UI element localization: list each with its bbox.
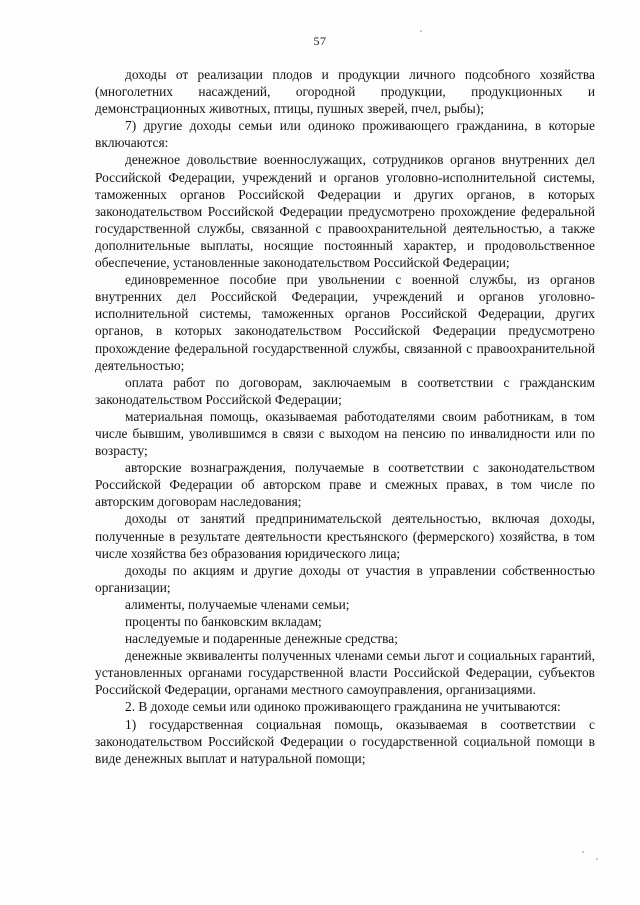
- scan-speck: [582, 851, 584, 853]
- paragraph-employer-aid: материальная помощь, оказываемая работодателями своим работникам, в том числе бывшим, уволившимся в связи с выходом на пенсию по инвалидности или по возрасту;: [95, 408, 595, 459]
- paragraph-contract-payment: оплата работ по договорам, заключаемым в соответствии с гражданским законодательством Российской Федерации;: [95, 374, 595, 407]
- paragraph-military-allowance: денежное довольствие военнослужащих, сотрудников органов внутренних дел Российской Федерации, учреждений и органов уголовно-исполнительной системы, таможенных органов Российской Федерации и других органов, в которых законодательством Российской Федерации предусмотрено прохождение федеральной государственной службы, связанной с правоохранительной деятельностью, а также дополнительные выплаты, носящие постоянный характер, и продовольственное обеспечение, установленные законодательством Российской Федерации;: [95, 152, 595, 271]
- paragraph-state-social-aid: 1) государственная социальная помощь, оказываемая в соответствии с законодательством Российской Федерации о государственной социальной помощи в виде денежных выплат и натуральной помощи;: [95, 716, 595, 766]
- paragraph-severance-allowance: единовременное пособие при увольнении с военной службы, из органов внутренних дел Российской Федерации, учреждений и органов уголовно-исполнительной системы, таможенных органов Российской Федерации, других органов, в которых законодательством Российской Федерации предусмотрено прохождение федеральной государственной службы, связанной с правоохранительной деятельностью;: [95, 272, 595, 373]
- paragraph-royalties: авторские вознаграждения, получаемые в соответствии с законодательством Российской Федерации об авторском праве и смежных правах, в том числе по авторским договорам наследования;: [95, 460, 595, 510]
- paragraph-alimony: алименты, получаемые членами семьи;: [125, 596, 350, 612]
- paragraph-inheritance: наследуемые и подаренные денежные средства;: [125, 631, 398, 647]
- document-body: [95, 66, 595, 767]
- paragraph-other-income-heading: 7) другие доходы семьи или одиноко проживающего гражданина, в которые включаются:: [95, 118, 595, 151]
- scan-speck: [420, 30, 422, 32]
- paragraph-bank-interest: проценты по банковским вкладам;: [125, 614, 322, 629]
- paragraph-farm-income: доходы от реализации плодов и продукции личного подсобного хозяйства (многолетних насаждений, огородной продукции, продукционных и демонстрационных животных, птицы, пушных зверей, пчел, рыбы);: [95, 67, 595, 117]
- paragraph-benefit-equivalents: денежные эквиваленты полученных членами семьи льгот и социальных гарантий, установленных органами государственной власти Российской Федерации, субъектов Российской Федерации, органами местного самоуправления, организациями.: [95, 648, 595, 698]
- page-number: 57: [313, 34, 327, 48]
- paragraph-business-income: доходы от занятий предпринимательской деятельностью, включая доходы, полученные в результате деятельности крестьянского (фермерского) хозяйства, в том числе хозяйства без образования юридического лица;: [95, 511, 595, 561]
- scan-speck: [596, 858, 598, 860]
- paragraph-share-income: доходы по акциям и другие доходы от участия в управлении собственностью организации;: [95, 562, 595, 595]
- paragraph-section-2-heading: 2. В доходе семьи или одиноко проживающего гражданина не учитываются:: [125, 699, 561, 715]
